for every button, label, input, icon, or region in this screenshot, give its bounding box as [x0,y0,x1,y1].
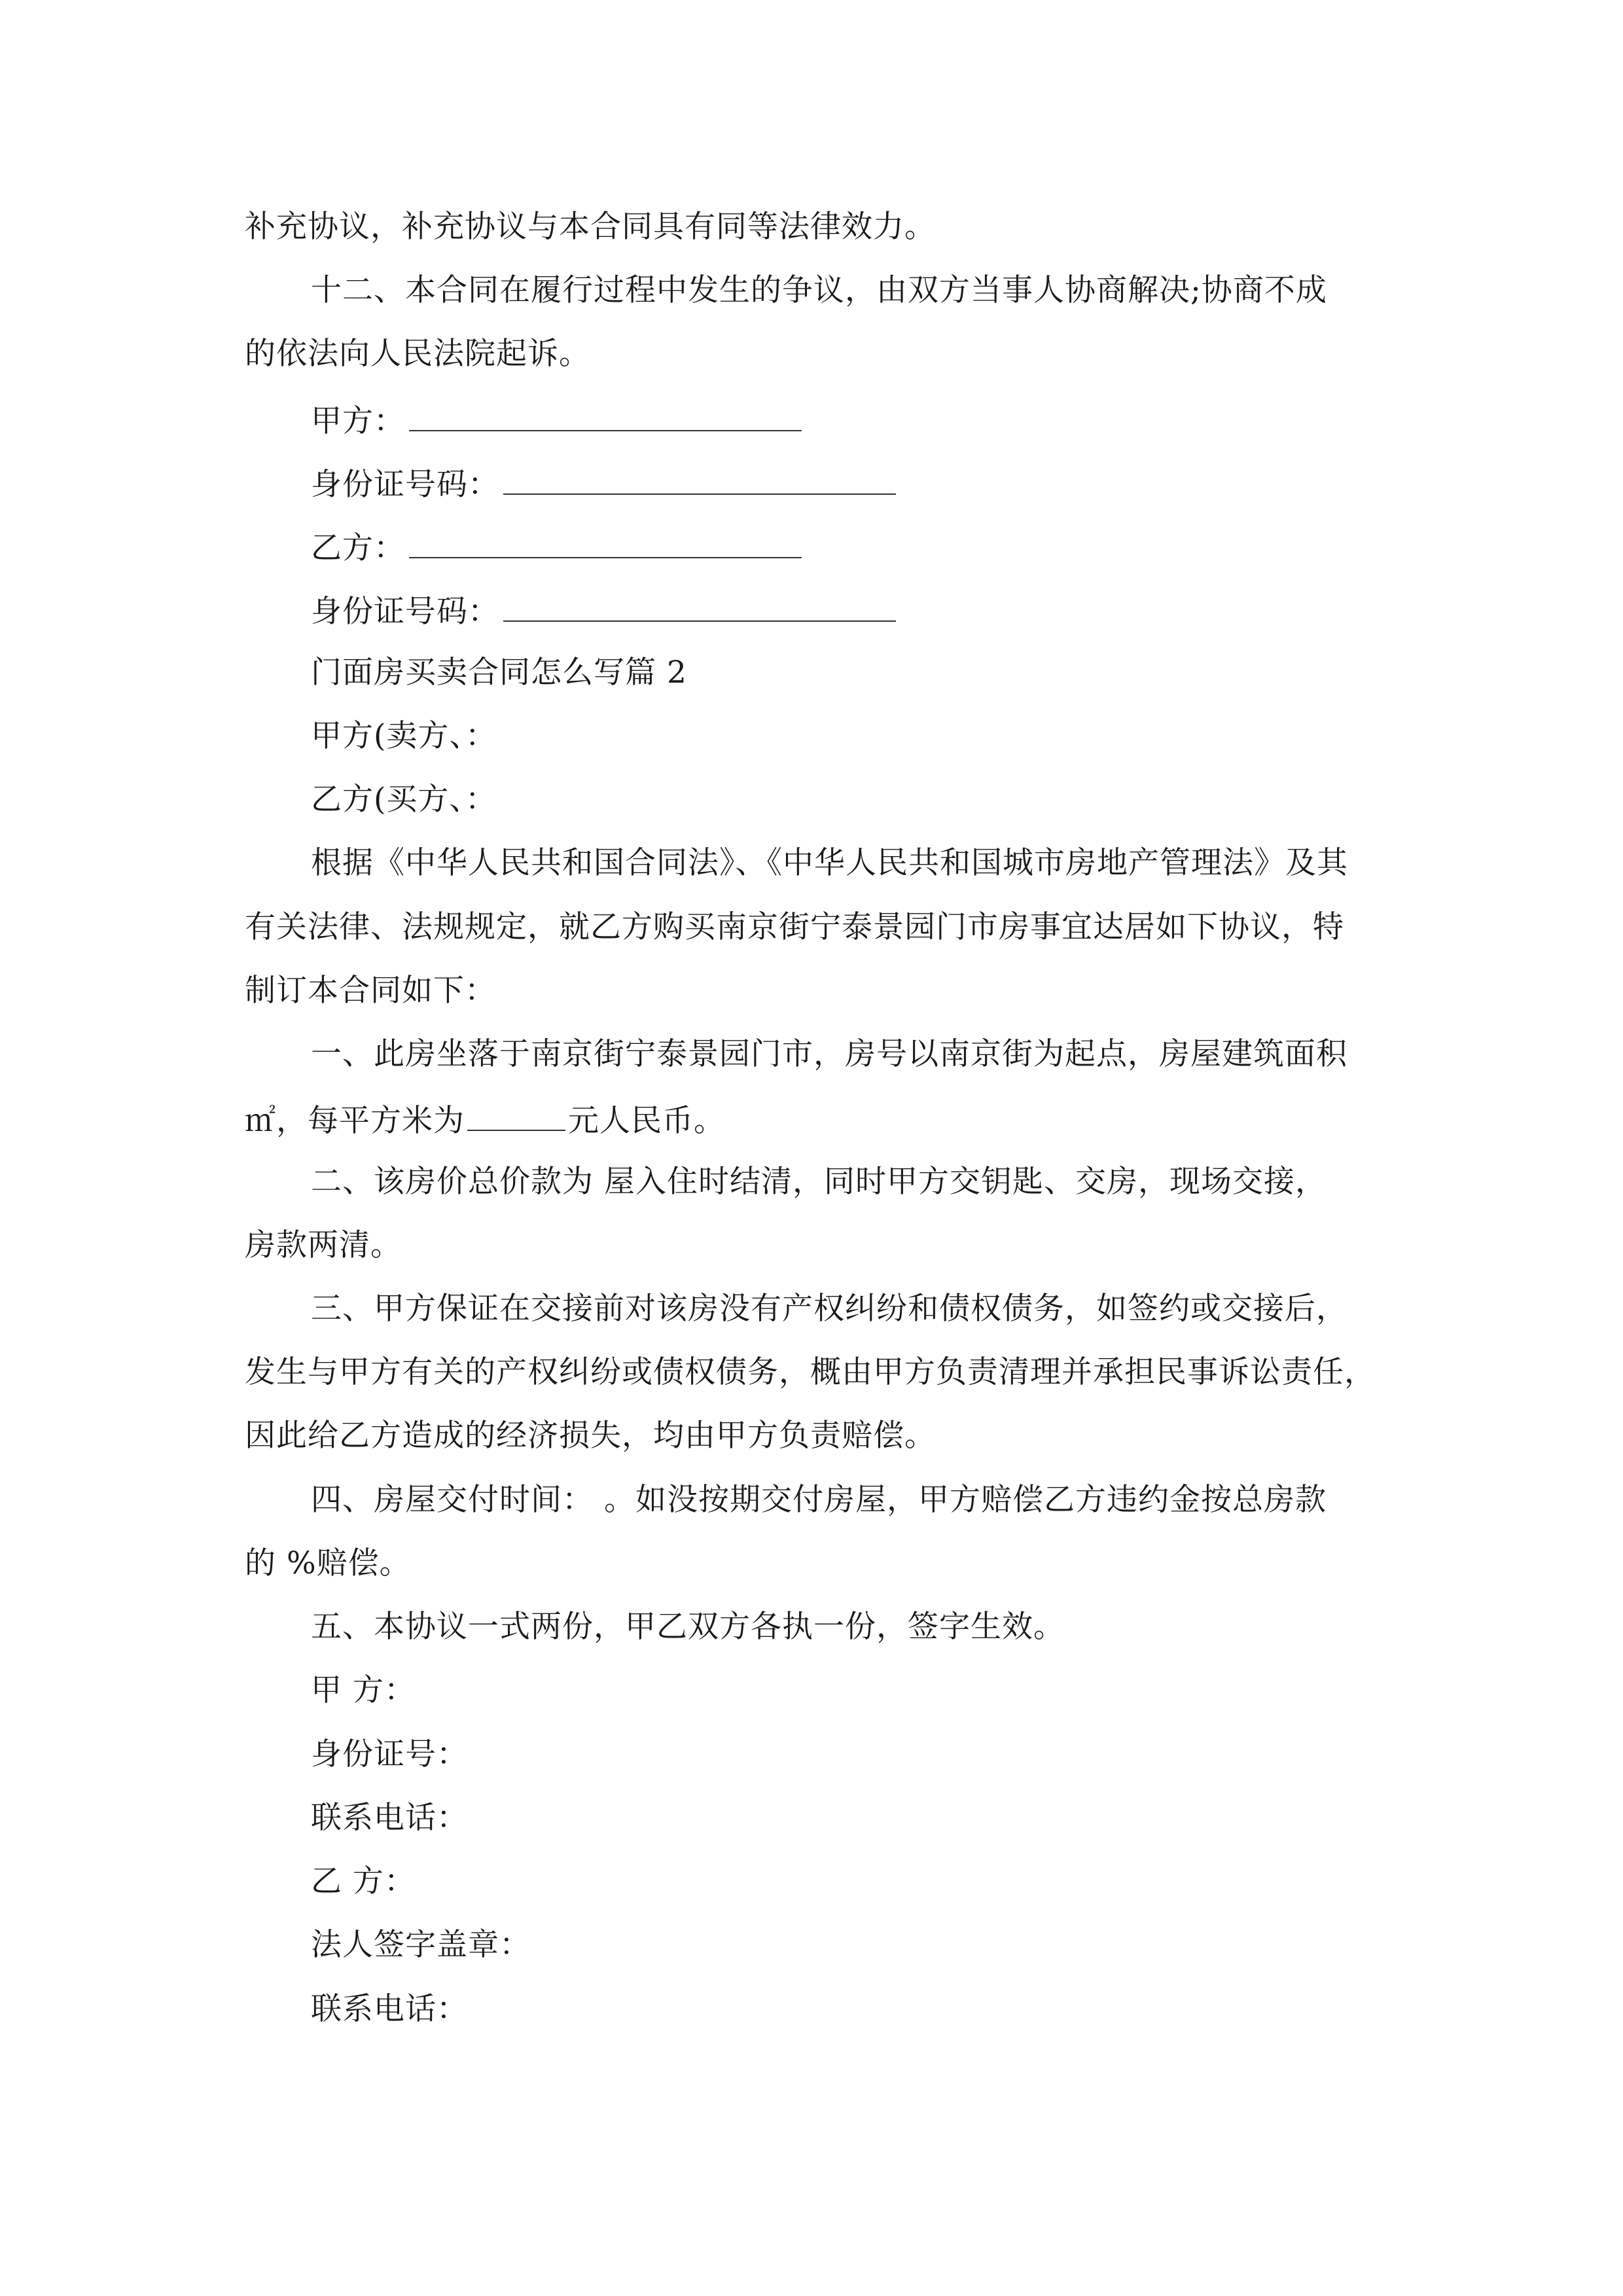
signature-field: 联系电话： [311,1800,468,1836]
paragraph-line: 的 %赔偿。 [245,1545,411,1581]
paragraph-line: 三、甲方保证在交接前对该房没有产权纠纷和债权债务，如签约或交接后， [311,1291,1347,1327]
paragraph-line: 有关法律、法规规定，就乙方购买南京街宁泰景园门市房事宜达居如下协议，特 [245,909,1344,945]
signature-field: 甲 方： [311,1672,416,1708]
price-blank [467,1098,565,1131]
seller-line: 甲方(卖方、： [311,718,497,754]
party-a-label: 甲方： [311,403,405,439]
paragraph-line: 因此给乙方造成的经济损失，均由甲方负责赔偿。 [245,1418,936,1454]
price-prefix: ㎡，每平方米为 [245,1103,465,1139]
paragraph-line: 五、本协议一式两份，甲乙双方各执一份，签字生效。 [311,1609,1065,1645]
paragraph-line: 一、此房坐落于南京街宁泰景园门市，房号以南京街为起点，房屋建筑面积 [311,1036,1347,1072]
signature-line-party-b [311,526,802,565]
signature-line-id-1 [311,462,896,501]
party-b-blank [409,526,802,558]
id-label: 身份证号码： [311,467,499,503]
paragraph-line: 房款两清。 [245,1227,402,1263]
paragraph-line: 补充协议，补充协议与本合同具有同等法律效力。 [245,209,936,245]
party-b-label: 乙方： [311,530,405,566]
price-suffix: 元人民币。 [568,1103,725,1139]
section-title: 门面房买卖合同怎么写篇 2 [311,655,687,691]
paragraph-line: 制订本合同如下： [245,973,496,1009]
id-label: 身份证号码： [311,594,499,630]
paragraph-line: 十二、本合同在履行过程中发生的争议，由双方当事人协商解决;协商不成 [311,272,1327,308]
signature-line-party-a [311,399,802,438]
paragraph-line: 根据《中华人民共和国合同法》、《中华人民共和国城市房地产管理法》及其 [311,845,1348,881]
paragraph-line: 二、该房价总价款为 屋入住时结清，同时甲方交钥匙、交房，现场交接， [311,1164,1327,1200]
buyer-line: 乙方(买方、： [311,781,497,817]
signature-field: 联系电话： [311,1991,468,2027]
paragraph-line: 发生与甲方有关的产权纠纷或债权债务，概由甲方负责清理并承担民事诉讼责任， [245,1354,1376,1390]
party-a-blank [409,399,802,431]
signature-field: 法人签字盖章： [311,1927,531,1963]
paragraph-line: 的依法向人民法院起诉。 [245,336,590,372]
paragraph-line-with-blank [245,1098,725,1138]
signature-field: 乙 方： [311,1863,416,1899]
signature-field: 身份证号： [311,1736,468,1772]
id-blank [503,589,896,622]
id-blank [503,462,896,495]
paragraph-line: 四、房屋交付时间： 。如没按期交付房屋，甲方赔偿乙方违约金按总房款 [311,1482,1327,1518]
signature-line-id-2 [311,589,896,628]
